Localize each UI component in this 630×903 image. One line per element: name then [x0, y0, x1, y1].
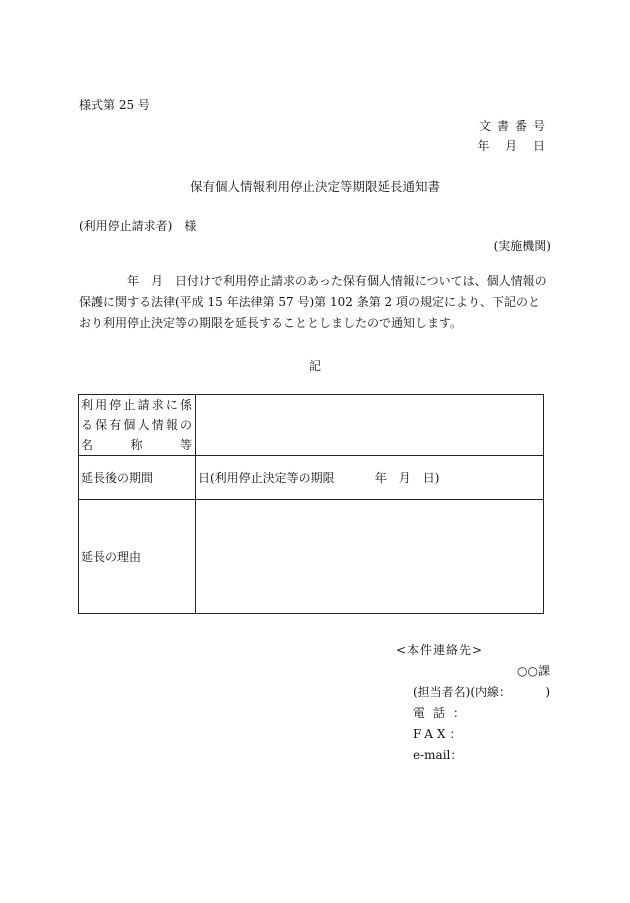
document-title: 保有個人情報利用停止決定等期限延長通知書: [189, 179, 440, 194]
table-cell-label: 延長の理由: [79, 500, 196, 614]
body-paragraph-text: 年 月 日付けで利用停止請求のあった保有個人情報については、個人情報の保護に関する法律(平成 15 年法律第 57 号)第 102 条第 2 項の規定により、下記のとおり利用停止決定等の期限を延長することとしましたので通知します。: [79, 274, 547, 330]
body-paragraph-container: [79, 271, 551, 334]
document-date-label: 年 月 日: [477, 139, 551, 153]
contact-phone-label: 電話：: [413, 706, 474, 720]
form-number: 様式第 25 号: [79, 98, 150, 112]
table-cell-value: [196, 500, 544, 614]
table-cell-value: [196, 456, 544, 500]
table-row-extended-period: [79, 456, 544, 500]
table-row-extension-reason: [79, 500, 544, 614]
ki-heading: 記: [308, 359, 321, 373]
info-name-label: 利用停止請求に係る保有個人情報の名称等: [81, 398, 193, 452]
contact-person-end: ): [545, 685, 550, 699]
contact-block: [396, 640, 554, 766]
detail-table: [78, 394, 544, 614]
table-cell-label: 延長後の期間: [79, 456, 196, 500]
contact-header: <本件連絡先>: [396, 643, 484, 657]
table-cell-value: [196, 395, 544, 456]
contact-person: (担当者名)(内線：: [413, 685, 512, 699]
contact-person-line: [396, 682, 554, 703]
contact-department: ○○課: [517, 664, 550, 678]
period-value-end: 年 月 日): [374, 470, 440, 485]
sender-line: (実施機関): [493, 239, 551, 253]
period-value-start: 日(利用停止決定等の期限: [198, 470, 335, 485]
recipient-line: (利用停止請求者) 様: [79, 219, 197, 233]
document-number-label: 文書番号: [478, 119, 551, 133]
body-paragraph: [79, 271, 551, 334]
table-row-info-name: [79, 395, 544, 456]
contact-email-label: e-mail：: [413, 748, 463, 762]
table-cell-label: [79, 395, 196, 456]
contact-fax-label: FAX：: [413, 727, 466, 741]
